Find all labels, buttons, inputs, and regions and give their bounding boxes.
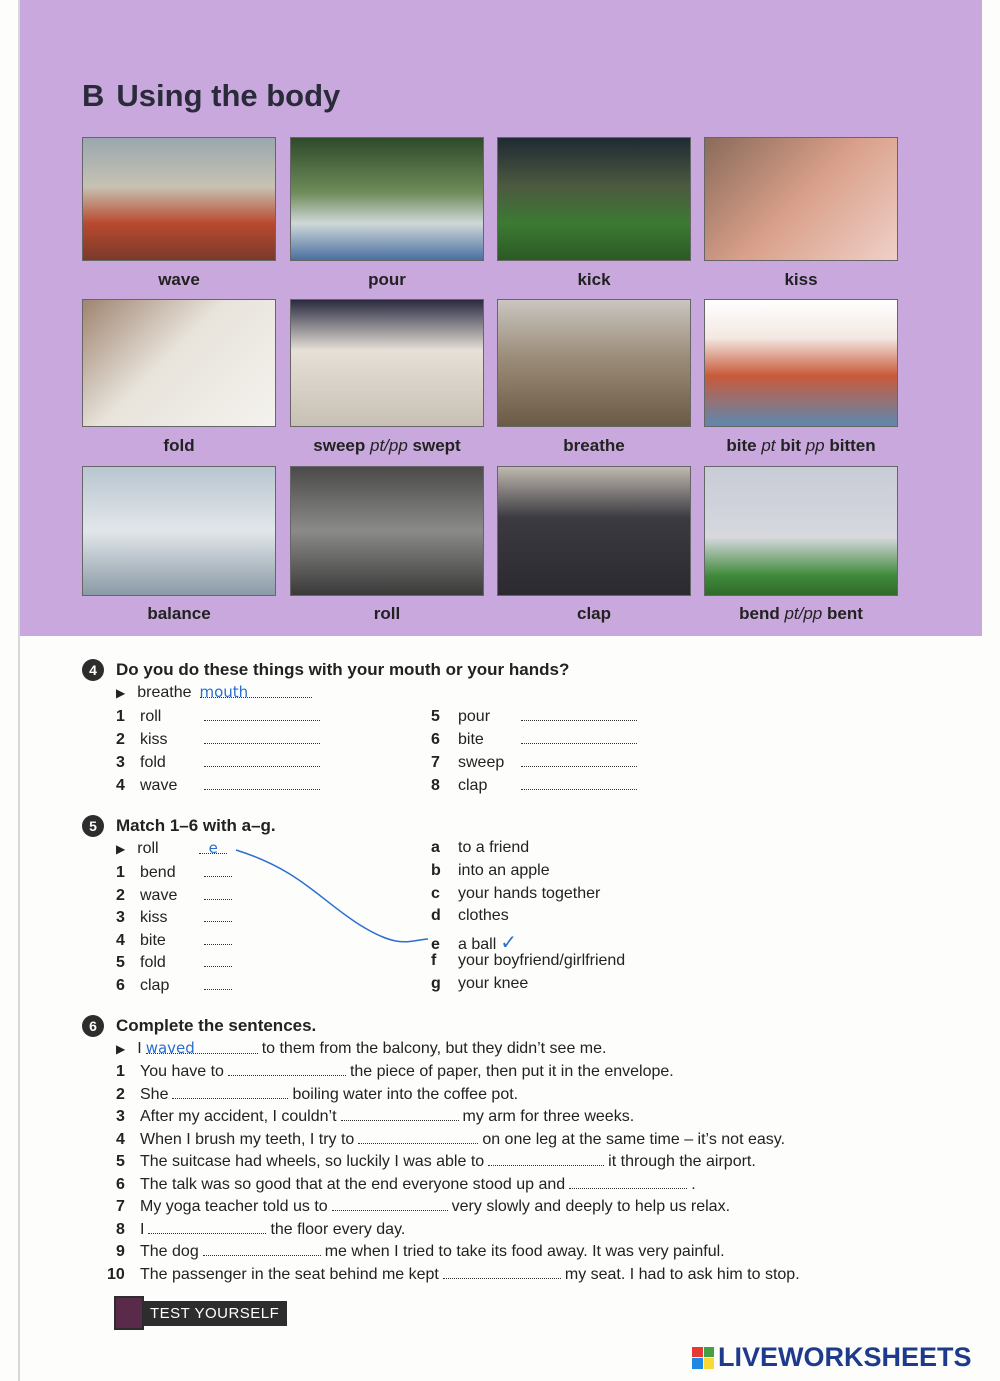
exercise-6-item <box>116 1129 785 1149</box>
answer-blank[interactable] <box>204 706 320 721</box>
sentence-start: My yoga teacher told us to <box>140 1198 328 1215</box>
exercise-6-item <box>116 1219 405 1239</box>
photo-caption <box>684 604 918 624</box>
sentence-end: it through the airport. <box>608 1153 756 1170</box>
exercise-4-item <box>431 729 637 749</box>
caption-part: pt <box>761 436 776 455</box>
exercise-5-item <box>116 862 232 882</box>
exercise-4-item <box>431 752 637 772</box>
item-word: fold <box>140 954 166 971</box>
exercise-5-heading: Match 1–6 with a–g. <box>116 816 276 835</box>
exercise-5-option <box>431 839 529 857</box>
photo-caption <box>477 436 711 456</box>
item-number: 10 <box>107 1266 125 1283</box>
breathe-photo <box>497 299 691 427</box>
exercise-5-example <box>116 839 227 858</box>
caption-part: roll <box>373 604 401 623</box>
example-answer: mouth <box>199 683 249 701</box>
play-icon: ▶ <box>116 686 126 700</box>
caption-part: bent <box>822 604 863 623</box>
item-number: 4 <box>116 932 125 949</box>
exercise-6-item <box>116 1174 696 1194</box>
book-icon <box>114 1296 144 1330</box>
sentence-start: The talk was so good that at the end everyone stood up and <box>140 1176 566 1193</box>
exercise-6-item <box>116 1106 634 1126</box>
exercise-5-item <box>116 885 232 905</box>
answer-blank[interactable] <box>521 706 637 721</box>
option-text: to a friend <box>458 839 530 856</box>
caption-part: fold <box>163 436 195 455</box>
item-number: 6 <box>431 731 440 748</box>
option-letter: f <box>431 952 437 969</box>
item-number: 1 <box>116 708 125 725</box>
item-number: 3 <box>116 909 125 926</box>
sentence-start: After my accident, I couldn’t <box>140 1108 337 1125</box>
sentence-end: boiling water into the coffee pot. <box>292 1086 519 1103</box>
photo-caption <box>62 604 296 624</box>
option-letter: g <box>431 975 441 992</box>
item-number: 5 <box>116 954 125 971</box>
exercise-4-item <box>431 775 637 795</box>
photo-caption <box>477 604 711 624</box>
item-number: 6 <box>116 1176 125 1193</box>
option-text: a ball <box>458 936 497 953</box>
exercise-4-number: 4 <box>82 659 104 681</box>
caption-part: bit <box>775 436 806 455</box>
item-number: 9 <box>116 1243 125 1260</box>
caption-part: clap <box>576 604 612 623</box>
example-answer-blank[interactable] <box>199 839 227 857</box>
exercise-4-item <box>431 706 637 726</box>
item-word: roll <box>140 708 162 725</box>
exercise-5-number: 5 <box>82 815 104 837</box>
option-letter: c <box>431 885 440 902</box>
exercise-4-heading: Do you do these things with your mouth or your hands? <box>116 660 570 679</box>
item-number: 1 <box>116 1063 125 1080</box>
test-yourself-badge <box>114 1296 287 1330</box>
answer-blank[interactable] <box>204 885 232 900</box>
option-text: clothes <box>458 907 509 924</box>
kiss-photo <box>704 137 898 261</box>
match-line <box>236 850 428 942</box>
item-word: pour <box>458 708 491 725</box>
exercise-5-option <box>431 862 550 880</box>
sentence-start: The passenger in the seat behind me kept <box>140 1266 439 1283</box>
exercise-5-option <box>431 975 528 993</box>
item-number: 2 <box>116 1086 125 1103</box>
answer-blank[interactable] <box>204 975 232 990</box>
sentence-start: She <box>140 1086 169 1103</box>
sweep-photo <box>290 299 484 427</box>
answer-blank[interactable] <box>521 729 637 744</box>
item-word: sweep <box>458 754 505 771</box>
exercise-6-number: 6 <box>82 1015 104 1037</box>
answer-blank[interactable] <box>332 1196 448 1211</box>
liveworksheets-logo <box>692 1342 972 1373</box>
play-icon: ▶ <box>116 1042 126 1056</box>
exercise-6-item <box>116 1061 674 1081</box>
item-number: 6 <box>116 977 125 994</box>
option-letter: d <box>431 907 441 924</box>
item-number: 4 <box>116 777 125 794</box>
exercise-4-item <box>116 775 320 795</box>
roll-photo <box>290 466 484 596</box>
bend-photo <box>704 466 898 596</box>
balance-photo <box>82 466 276 596</box>
caption-part: pt/pp <box>784 604 823 623</box>
sentence-end: very slowly and deeply to help us relax. <box>451 1198 731 1215</box>
item-number: 4 <box>116 1131 125 1148</box>
section-title <box>82 78 340 114</box>
item-word: bite <box>140 932 166 949</box>
item-number: 5 <box>431 708 440 725</box>
item-number: 3 <box>116 1108 125 1125</box>
item-word: clap <box>458 777 488 794</box>
option-text: your hands together <box>458 885 601 902</box>
answer-blank[interactable] <box>569 1174 687 1189</box>
caption-part: pp <box>805 436 825 455</box>
answer-blank[interactable] <box>341 1106 459 1121</box>
item-word: wave <box>140 777 178 794</box>
caption-part: bitten <box>824 436 876 455</box>
option-text: your boyfriend/girlfriend <box>458 952 626 969</box>
sentence-start: You have to <box>140 1063 224 1080</box>
exercise-4-item <box>116 752 320 772</box>
answer-blank[interactable] <box>204 752 320 767</box>
exercise-4-example <box>116 683 312 702</box>
option-text: into an apple <box>458 862 550 879</box>
clap-photo <box>497 466 691 596</box>
example-answer-blank[interactable] <box>199 683 312 701</box>
option-letter: e <box>431 936 440 953</box>
photo-caption <box>270 436 504 456</box>
photo-caption <box>684 436 918 456</box>
example-word: breathe <box>137 684 192 701</box>
item-number: 7 <box>116 1198 125 1215</box>
answer-blank[interactable] <box>172 1084 288 1099</box>
logo-text: LIVEWORKSHEETS <box>718 1342 972 1372</box>
photo-caption <box>62 270 296 290</box>
photo-caption <box>62 436 296 456</box>
test-yourself-label: TEST YOURSELF <box>142 1301 287 1326</box>
answer-blank[interactable] <box>148 1219 266 1234</box>
item-word: bend <box>140 864 176 881</box>
photo-caption <box>477 270 711 290</box>
answer-blank[interactable] <box>204 930 232 945</box>
answer-blank[interactable] <box>488 1151 604 1166</box>
caption-part: kiss <box>784 270 818 289</box>
answer-blank[interactable] <box>443 1264 561 1279</box>
caption-part: pt/pp <box>369 436 408 455</box>
answer-blank[interactable] <box>204 952 232 967</box>
section-heading: Using the body <box>116 78 341 113</box>
sentence-start: The suitcase had wheels, so luckily I was able to <box>140 1153 485 1170</box>
pour-photo <box>290 137 484 261</box>
fold-photo <box>82 299 276 427</box>
photo-caption <box>270 604 504 624</box>
item-number: 2 <box>116 887 125 904</box>
section-letter: B <box>82 78 105 113</box>
item-number: 3 <box>116 754 125 771</box>
bite-photo <box>704 299 898 427</box>
exercise-6-item <box>116 1084 518 1104</box>
exercise-6-item <box>116 1151 756 1171</box>
caption-part: bend <box>739 604 785 623</box>
item-word: clap <box>140 977 170 994</box>
answer-blank[interactable] <box>204 729 320 744</box>
sentence-end: my arm for three weeks. <box>462 1108 635 1125</box>
caption-part: pour <box>368 270 406 289</box>
exercise-5-item <box>116 952 232 972</box>
exercise-5-item <box>116 975 232 995</box>
caption-part: kick <box>577 270 611 289</box>
play-icon: ▶ <box>116 842 126 856</box>
answer-blank[interactable] <box>204 775 320 790</box>
sentence-start: I <box>137 1040 142 1057</box>
item-number: 5 <box>116 1153 125 1170</box>
exercise-5-item <box>116 930 232 950</box>
answer-blank[interactable] <box>203 1241 321 1256</box>
answer-blank[interactable] <box>521 775 637 790</box>
example-answer-blank[interactable] <box>145 1039 258 1057</box>
logo-grid-icon <box>692 1347 714 1369</box>
item-word: kiss <box>140 731 168 748</box>
photo-caption <box>270 270 504 290</box>
check-icon: ✓ <box>500 932 518 954</box>
option-letter: b <box>431 862 441 879</box>
item-number: 8 <box>431 777 440 794</box>
exercise-6-heading: Complete the sentences. <box>116 1016 317 1035</box>
exercise-6-item <box>107 1264 800 1284</box>
item-number: 7 <box>431 754 440 771</box>
item-number: 2 <box>116 731 125 748</box>
option-letter: a <box>431 839 440 856</box>
sentence-start: When I brush my teeth, I try to <box>140 1131 355 1148</box>
item-word: wave <box>140 887 178 904</box>
caption-part: balance <box>147 604 211 623</box>
answer-blank[interactable] <box>521 752 637 767</box>
sentence-end: . <box>691 1176 696 1193</box>
exercise-4-item <box>116 729 320 749</box>
caption-part: breathe <box>563 436 625 455</box>
sentence-end: the floor every day. <box>270 1221 406 1238</box>
item-word: bite <box>458 731 484 748</box>
answer-blank[interactable] <box>204 862 232 877</box>
answer-blank[interactable] <box>358 1129 478 1144</box>
exercise-4-item <box>116 706 320 726</box>
photo-caption <box>684 270 918 290</box>
item-number: 1 <box>116 864 125 881</box>
sentence-end: me when I tried to take its food away. It was very painful. <box>324 1243 725 1260</box>
item-word: kiss <box>140 909 168 926</box>
kick-photo <box>497 137 691 261</box>
exercise-6-item <box>116 1241 725 1261</box>
caption-part: sweep <box>313 436 370 455</box>
exercise-6-item <box>116 1196 730 1216</box>
answer-blank[interactable] <box>204 907 232 922</box>
example-answer: waved <box>145 1039 195 1057</box>
wave-photo <box>82 137 276 261</box>
caption-part: swept <box>407 436 461 455</box>
answer-blank[interactable] <box>228 1061 346 1076</box>
item-word: fold <box>140 754 166 771</box>
option-text: your knee <box>458 975 529 992</box>
sentence-end: on one leg at the same time – it’s not easy. <box>482 1131 786 1148</box>
example-answer: e <box>208 839 218 857</box>
sentence-end: the piece of paper, then put it in the envelope. <box>349 1063 674 1080</box>
sentence-start: The dog <box>140 1243 199 1260</box>
sentence-end: to them from the balcony, but they didn’t see me. <box>261 1040 607 1057</box>
exercise-6-example <box>116 1039 606 1058</box>
caption-part: wave <box>158 270 200 289</box>
exercise-5-option <box>431 885 600 903</box>
caption-part: bite <box>726 436 762 455</box>
exercise-5-option <box>431 907 509 925</box>
exercise-5-option <box>431 952 625 970</box>
sentence-start: I <box>140 1221 145 1238</box>
exercise-5-item <box>116 907 232 927</box>
example-word: roll <box>137 840 159 857</box>
sentence-end: my seat. I had to ask him to stop. <box>564 1266 800 1283</box>
item-number: 8 <box>116 1221 125 1238</box>
